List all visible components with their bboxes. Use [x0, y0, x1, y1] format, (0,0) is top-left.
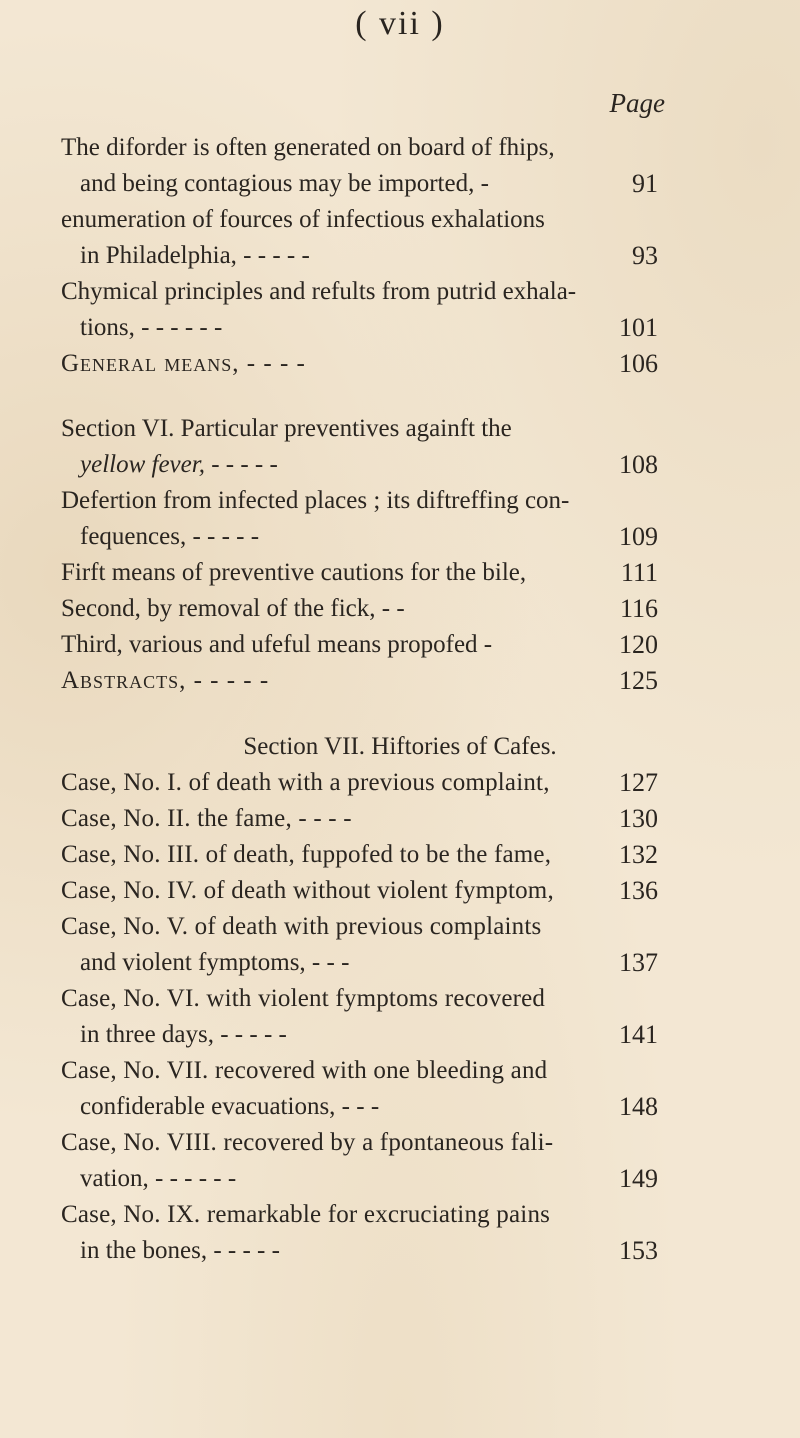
- toc-entry-text: Case, No. I. of death with a previous complaint,: [61, 769, 550, 796]
- toc-entry: [0, 979, 800, 1019]
- toc-entry-text: Abstracts, - - - - -: [61, 667, 270, 694]
- toc-entry-text: in the bones, - - - - -: [80, 1237, 280, 1264]
- toc-page-number: 93: [632, 241, 658, 270]
- toc-entry-text: Chymical principles and refults from putrid exhala-: [61, 278, 577, 305]
- toc-entry-text: Case, No. VIII. recovered by a fpontaneous fali-: [61, 1129, 554, 1156]
- toc-entry: [0, 445, 800, 485]
- toc-page-number: 106: [619, 349, 658, 378]
- toc-entry-text: Case, No. II. the fame, - - - -: [61, 805, 352, 832]
- toc-entry: [0, 200, 800, 240]
- toc-entry: [0, 835, 800, 875]
- toc-entry: [0, 907, 800, 947]
- toc-entry: [0, 589, 800, 629]
- toc-entry-text: and being contagious may be imported, -: [80, 170, 489, 197]
- toc-entry: [0, 1123, 800, 1163]
- toc-entry-text: Section VII. Hiftories of Cafes.: [243, 733, 557, 760]
- toc-entry-text: fequences, - - - - -: [80, 523, 260, 550]
- toc-entry-text: Case, No. V. of death with previous complaints: [61, 913, 542, 940]
- toc-entry: [0, 409, 800, 449]
- toc-page-number: 137: [619, 948, 658, 977]
- toc-entry-text: in three days, - - - - -: [80, 1021, 287, 1048]
- toc-entry: [0, 943, 800, 983]
- page-column-label: Page: [609, 88, 665, 118]
- toc-entry-text: General means, - - - -: [61, 350, 306, 377]
- toc-entry-text: Defertion from infected places ; its diftreffing con-: [61, 487, 570, 514]
- toc-page-number: 111: [620, 558, 658, 587]
- toc-entry-text: Third, various and ufeful means propofed -: [61, 631, 493, 658]
- toc-entry-text: in Philadelphia, - - - - -: [80, 242, 310, 269]
- toc-entry: [0, 236, 800, 276]
- toc-entry: [0, 1195, 800, 1235]
- toc-page-number: 116: [619, 594, 658, 623]
- toc-entry: [0, 481, 800, 521]
- toc-page-number: 109: [619, 522, 658, 551]
- page-header: ( vii ): [355, 5, 445, 42]
- toc-entry: [0, 344, 800, 384]
- toc-page-number: 149: [619, 1164, 658, 1193]
- toc-entry-text: vation, - - - - - -: [80, 1165, 237, 1192]
- toc-entry: [0, 128, 800, 168]
- toc-page-number: 153: [619, 1236, 658, 1265]
- toc-page-number: 127: [619, 768, 658, 797]
- toc-page-number: 130: [619, 804, 658, 833]
- toc-page-number: 132: [619, 840, 658, 869]
- toc-page-number: 91: [632, 169, 658, 198]
- toc-entry-text: The diforder is often generated on board of fhips,: [61, 134, 555, 161]
- toc-entry-text: enumeration of fources of infectious exhalations: [61, 206, 545, 233]
- toc-entry: [0, 661, 800, 701]
- toc-entry-text: Case, No. III. of death, fuppofed to be the fame,: [61, 841, 552, 868]
- toc-entry-text: Firft means of preventive cautions for the bile,: [61, 559, 527, 586]
- toc-entry-text: Case, No. IX. remarkable for excruciating pains: [61, 1201, 551, 1228]
- toc-entry-text: Second, by removal of the fick, - -: [61, 595, 405, 622]
- toc-entry: [0, 1159, 800, 1199]
- toc-entry: [0, 625, 800, 665]
- toc-entry: [0, 308, 800, 348]
- toc-entry: [0, 1051, 800, 1091]
- toc-entry-text: Case, No. IV. of death without violent fymptom,: [61, 877, 554, 904]
- toc-page-number: 148: [619, 1092, 658, 1121]
- toc-page-number: 125: [619, 666, 658, 695]
- toc-page-number: 120: [619, 630, 658, 659]
- toc-entry: [0, 553, 800, 593]
- toc-entry: [0, 799, 800, 839]
- toc-entry: [0, 1015, 800, 1055]
- toc-entry-text: Section VI. Particular preventives againft the: [61, 415, 512, 442]
- toc-page-number: 141: [619, 1020, 658, 1049]
- toc-page-number: 108: [619, 450, 658, 479]
- toc-entry-text: tions, - - - - - -: [80, 314, 223, 341]
- toc-entry: [0, 272, 800, 312]
- toc-entry-text: and violent fymptoms, - - -: [80, 949, 350, 976]
- toc-entry-text: Case, No. VII. recovered with one bleeding and: [61, 1057, 548, 1084]
- toc-page-number: 136: [619, 876, 658, 905]
- toc-entry: [0, 763, 800, 803]
- toc-entry: [0, 517, 800, 557]
- toc-entry: [0, 1231, 800, 1271]
- toc-entry-text: yellow fever, - - - - -: [80, 451, 278, 478]
- toc-entry: [0, 727, 800, 767]
- toc-entry: [0, 164, 800, 204]
- toc-entry: [0, 871, 800, 911]
- toc-entry: [0, 1087, 800, 1127]
- toc-page-number: 101: [619, 313, 658, 342]
- toc-entry-text: confiderable evacuations, - - -: [80, 1093, 380, 1120]
- toc-entry-text: Case, No. VI. with violent fymptoms recovered: [61, 985, 546, 1012]
